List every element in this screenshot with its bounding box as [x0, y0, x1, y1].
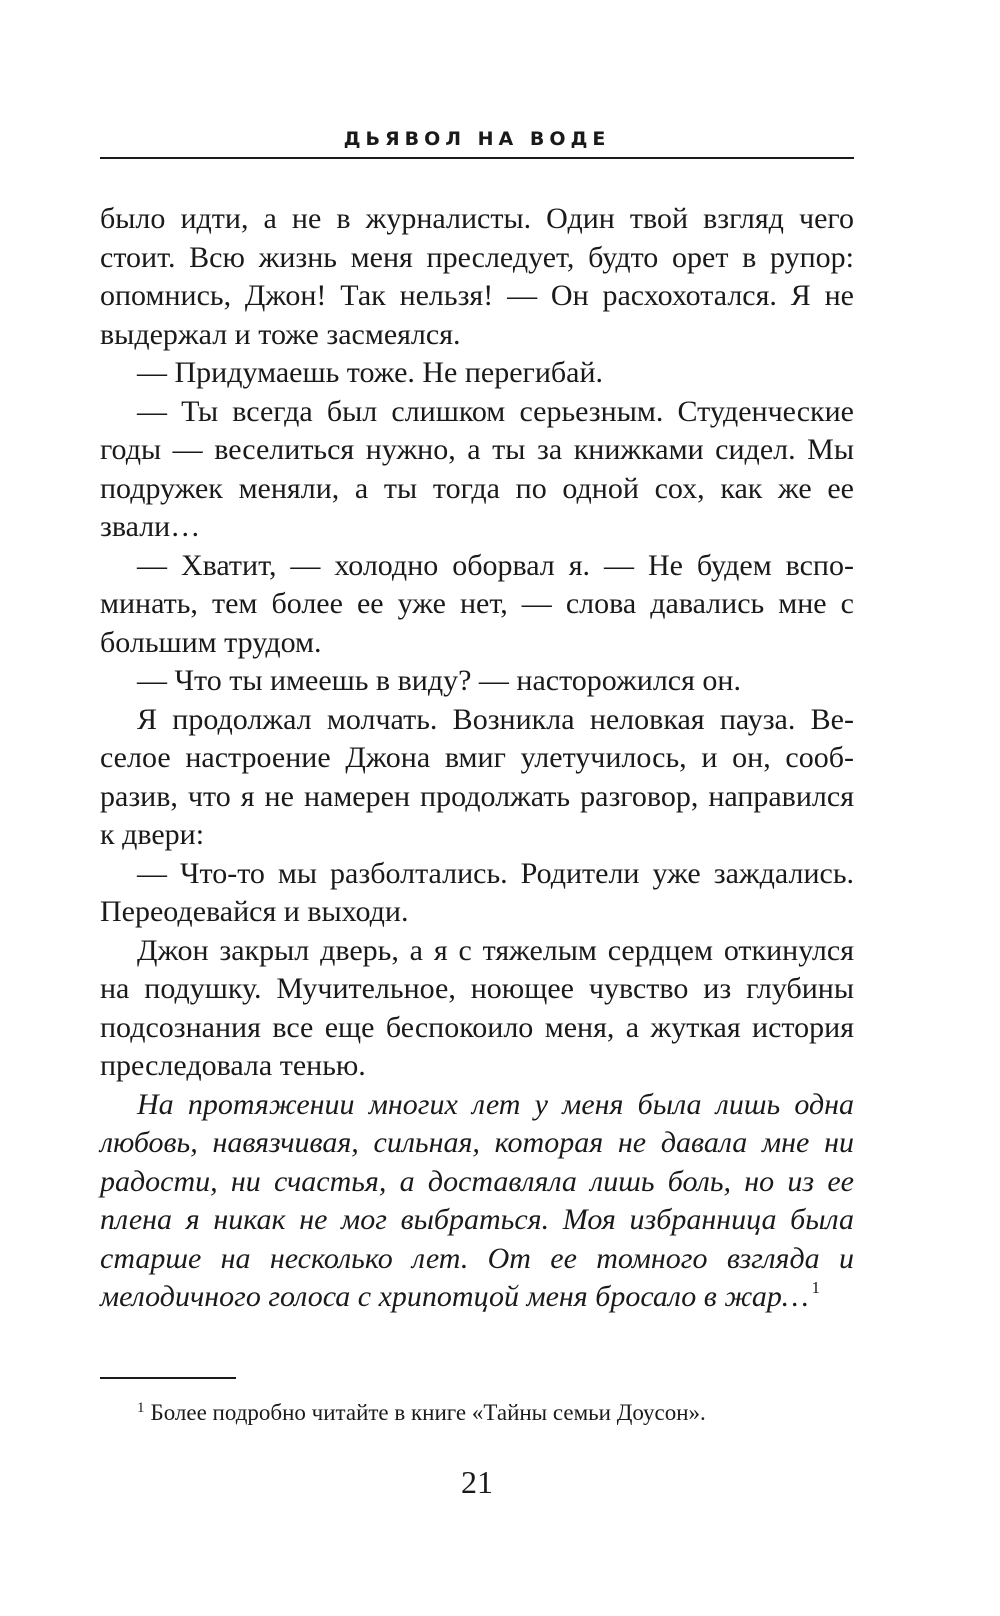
paragraph-1: было идти, а не в журналисты. Один твой взгляд чего стоит. Всю жизнь меня преследует, будто орет в рупор: опомнись, Джон! Так нельзя! — Он расхохотался. Я не выдержал и тоже засмеялся. — [100, 202, 854, 351]
footnote-mark: 1 — [137, 1400, 145, 1416]
header-rule — [100, 157, 854, 159]
paragraph-2: — Придумаешь тоже. Не перегибай. — [137, 356, 604, 389]
paragraph-7: — Что-то мы разболтались. Родители уже заждались. Переодевайся и выходи. — [100, 856, 854, 928]
body-text — [100, 200, 854, 1317]
paragraph-8: Джон закрыл дверь, а я с тяжелым сердцем откинулся на подушку. Мучительное, ноющее чувство из глубины подсознания все еще беспокоило меня, а жуткая история преследовала тенью. — [100, 933, 854, 1082]
italic-passage: На протяжении многих лет у меня была лишь одна любовь, навязчивая, сильная, которая не давала мне ни радости, ни счастья, а доставляла лишь боль, но из ее плена я никак не мог выбраться. Моя избранница была старше на несколько лет. От ее томного взгляда и мелодичного голоса с хрипотцой меня бросало в жар… — [100, 1087, 854, 1313]
paragraph-6: Я продолжал молчать. Возникла неловкая пауза. Веселое настроение Джона вмиг улетучилось, и он, сообразив, что я не намерен продолжать разговор, направился к двери: — [100, 702, 854, 851]
paragraph-9-italic — [100, 1086, 854, 1317]
footnote-reference[interactable]: 1 — [811, 1278, 821, 1297]
running-title: ДЬЯВОЛ НА ВОДЕ — [343, 128, 611, 150]
paragraph-4: — Хватит, — холодно оборвал я. — Не будем вспоминать, тем более ее уже нет, — слова давались мне с большим трудом. — [100, 548, 854, 659]
book-page — [100, 0, 854, 1616]
footnote-rule — [100, 1377, 236, 1379]
footnote-text: Более подробно читайте в книге «Тайны семьи Доусон». — [150, 1400, 706, 1425]
page-number: 21 — [461, 1464, 493, 1500]
footnote — [137, 1398, 854, 1428]
paragraph-5: — Что ты имеешь в виду? — насторожился он. — [137, 664, 741, 697]
paragraph-3: — Ты всегда был слишком серьезным. Студенческие годы — веселиться нужно, а ты за книжками сидел. Мы подружек меняли, а ты тогда по одной сох, как же ее звали… — [100, 394, 854, 543]
